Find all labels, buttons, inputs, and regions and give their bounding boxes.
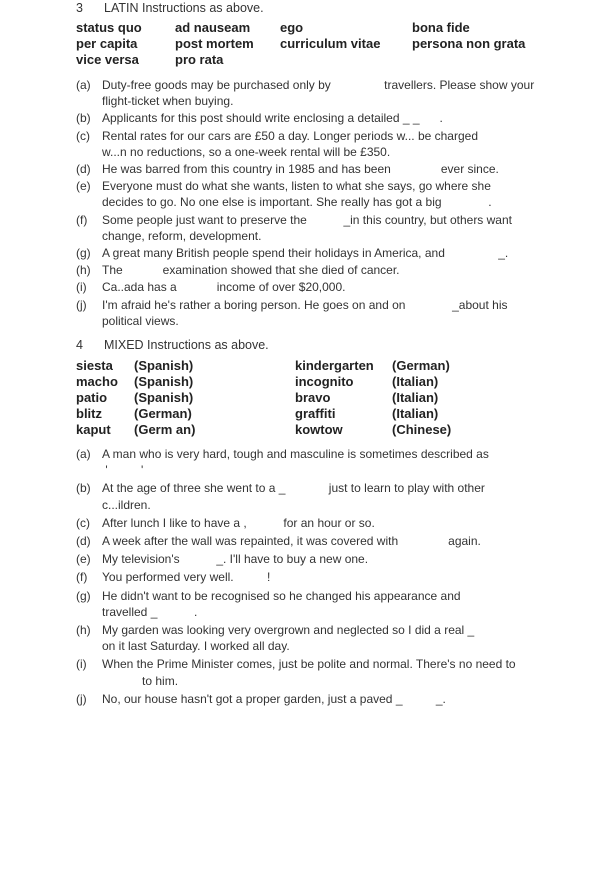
exercise-label: (b): [76, 481, 91, 496]
word-cell: bravo: [295, 390, 331, 405]
exercise-item: [76, 446, 561, 478]
exercise-text: A man who is very hard, tough and masculine is sometimes described as ' ': [102, 447, 489, 478]
exercise-label: (h): [76, 623, 91, 638]
exercise-text: Some people just want to preserve the _in this country, but others want change, reform, development.: [102, 212, 512, 243]
word-cell: ad nauseam: [175, 20, 251, 35]
exercise-item: [76, 245, 561, 261]
word-cell: curriculum vitae: [280, 36, 381, 51]
exercise-item: [76, 297, 561, 329]
exercise-text: My television's _. I'll have to buy a new one.: [102, 552, 369, 567]
exercise-label: (f): [76, 570, 88, 585]
word-cell: persona non grata: [412, 36, 526, 51]
section-3-title: LATIN Instructions as above.: [104, 1, 264, 15]
exercise-text: A great many British people spend their holidays in America, and _.: [102, 246, 509, 261]
exercise-text: When the Prime Minister comes, just be polite and normal. There's no need to to him.: [102, 657, 516, 688]
word-cell: patio: [76, 390, 108, 405]
word-cell: kindergarten: [295, 358, 374, 373]
exercise-text: A week after the wall was repainted, it was covered with again.: [102, 534, 481, 549]
exercise-item: [76, 212, 561, 244]
word-cell: macho: [76, 374, 118, 389]
exercise-label: (a): [76, 78, 91, 92]
exercise-item: [76, 569, 561, 585]
word-cell: incognito: [295, 374, 354, 389]
exercise-text: Applicants for this post should write enclosing a detailed _ _ .: [102, 111, 443, 126]
word-cell: (Italian): [392, 390, 439, 405]
exercise-item: [76, 622, 561, 654]
section-3-heading: [76, 1, 264, 15]
word-cell: siesta: [76, 358, 113, 373]
exercise-text: I'm afraid he's rather a boring person. He goes on and on _about his political views.: [102, 297, 508, 328]
exercise-item: [76, 691, 561, 707]
word-cell: graffiti: [295, 406, 336, 421]
word-cell: (German): [134, 406, 192, 421]
exercise-item: [76, 533, 561, 549]
exercise-label: (d): [76, 162, 91, 177]
word-cell: kaput: [76, 422, 111, 437]
exercise-item: [76, 262, 561, 278]
exercise-item: [76, 656, 561, 688]
exercise-text: The examination showed that she died of cancer.: [102, 263, 400, 278]
exercise-text: He didn't want to be recognised so he changed his appearance and travelled _ .: [102, 588, 461, 619]
exercise-label: (e): [76, 552, 91, 567]
section-4-heading: [76, 338, 269, 352]
exercise-text: He was barred from this country in 1985 and has been ever since.: [102, 162, 499, 177]
word-cell: blitz: [76, 406, 102, 421]
exercise-text: You performed very well. !: [102, 570, 271, 585]
word-cell: (Chinese): [392, 422, 452, 437]
exercise-text: No, our house hasn't got a proper garden, just a paved _ _.: [102, 691, 446, 706]
word-cell: (Germ an): [134, 422, 196, 437]
exercise-label: (i): [76, 657, 87, 672]
exercise-label: (i): [76, 280, 87, 295]
word-cell: (German): [392, 358, 450, 373]
exercise-item: [76, 515, 561, 531]
section-4-number: 4: [76, 338, 83, 352]
exercise-label: (b): [76, 111, 91, 126]
exercise-label: (e): [76, 179, 91, 194]
exercise-text: After lunch I like to have a , for an hour or so.: [102, 515, 375, 530]
section-4-title: MIXED Instructions as above.: [104, 338, 269, 352]
exercise-label: (c): [76, 128, 90, 143]
exercise-item: [76, 110, 561, 126]
word-cell: bona fide: [412, 20, 470, 35]
exercise-text: Duty-free goods may be purchased only by travellers. Please show your flight-ticket when buying.: [102, 78, 535, 109]
exercise-text: Rental rates for our cars are £50 a day. Longer periods w... be charged w...n no reductions, so a one-week rental will be £350.: [102, 128, 478, 159]
word-cell: (Spanish): [134, 390, 194, 405]
exercise-text: At the age of three she went to a _ just to learn to play with other c...ildren.: [102, 481, 485, 512]
word-cell: (Spanish): [134, 358, 194, 373]
exercise-item: [76, 551, 561, 567]
exercise-label: (c): [76, 515, 90, 530]
exercise-text: My garden was looking very overgrown and neglected so I did a real _ on it last Saturday. I worked all day.: [102, 623, 475, 654]
exercise-text: Ca..ada has a income of over $20,000.: [102, 280, 346, 295]
word-cell: (Italian): [392, 374, 439, 389]
word-cell: vice versa: [76, 52, 139, 67]
section-3-exercises: [76, 77, 561, 330]
word-cell: ego: [280, 20, 304, 35]
word-cell: (Italian): [392, 406, 439, 421]
exercise-label: (d): [76, 534, 91, 549]
exercise-item: [76, 480, 561, 512]
section-4-exercises: [76, 446, 561, 709]
word-cell: (Spanish): [134, 374, 194, 389]
exercise-item: [76, 128, 561, 160]
word-cell: pro rata: [175, 52, 224, 67]
exercise-label: (a): [76, 447, 91, 461]
word-cell: post mortem: [175, 36, 254, 51]
exercise-label: (g): [76, 588, 91, 603]
exercise-item: [76, 588, 561, 620]
exercise-item: [76, 161, 561, 177]
exercise-label: (h): [76, 263, 91, 278]
exercise-item: [76, 77, 561, 109]
exercise-item: [76, 279, 561, 295]
word-cell: per capita: [76, 36, 138, 51]
section-3-number: 3: [76, 1, 83, 15]
exercise-label: (j): [76, 297, 87, 312]
exercise-text: Everyone must do what she wants, listen to what she says, go where she decides to go. No one else is important. She really has got a big .: [102, 179, 492, 210]
exercise-label: (f): [76, 212, 88, 227]
word-cell: kowtow: [295, 422, 343, 437]
word-cell: status quo: [76, 20, 142, 35]
exercise-label: (g): [76, 246, 91, 261]
exercise-label: (j): [76, 691, 87, 706]
exercise-item: [76, 178, 561, 210]
